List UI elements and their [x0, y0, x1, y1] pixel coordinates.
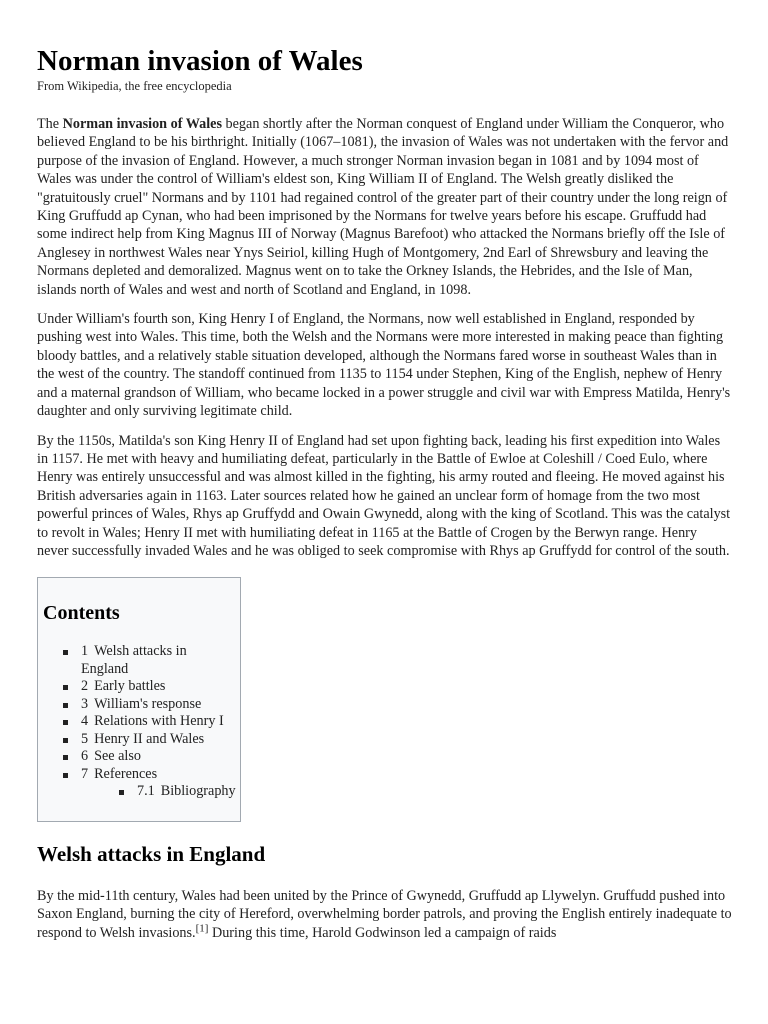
tagline: From Wikipedia, the free encyclopedia [37, 79, 232, 93]
intro-paragraph-2: Under William's fourth son, King Henry I of England, the Normans, now well established in England, responded by pushing west into Wales. This time, both the Welsh and the Normans were more interested in making peace than fighting bloody battles, and a relatively stable situation developed, although the Normans fared worse in southeast Wales than in the west of the country. The standoff continued from 1135 to 1154 under Stephen, King of the English, nephew of Henry and a maternal grandson of William, who became locked in a power struggle and civil war with Empress Matilda, Henry's daughter and only surviving legitimate child. [37, 311, 731, 420]
toc-item-number: 1 [81, 643, 89, 660]
toc-item-label[interactable]: Henry II and Wales [94, 730, 205, 747]
toc-subitem-label[interactable]: Bibliography [160, 783, 236, 800]
toc-item-5[interactable] [63, 731, 235, 749]
toc-item-number: 3 [81, 695, 89, 712]
article-subject-bold: Norman invasion of Wales [62, 116, 222, 132]
toc-sublist [81, 783, 235, 801]
intro-paragraph-1 [37, 115, 732, 299]
citation-link[interactable]: [1] [195, 921, 209, 934]
toc-item-label[interactable]: References [94, 765, 158, 782]
toc-item-label[interactable]: Relations with Henry I [94, 713, 224, 730]
toc-item-4[interactable] [63, 713, 235, 731]
toc-item-number: 5 [81, 730, 89, 747]
section1-paragraph-1 [37, 887, 732, 942]
toc-item-label[interactable]: Early battles [94, 678, 166, 695]
toc-item-number: 6 [81, 748, 89, 765]
toc-item-3[interactable] [63, 696, 235, 714]
intro-p1-post: began shortly after the Norman conquest of England under William the Conqueror, who believed England to be his birthright. Initially (1067–1081), the invasion of Wales was not undertaken with the fervor and purpose of the invasion of England. However, a much stronger Norman invasion began in 1081 and by 1094 most of Wales was under the control of William's eldest son, King William II of England. The Welsh greatly disliked the "gratuitously cruel" Normans and by 1101 had regained control of the greater part of their country under the long reign of King Gruffudd ap Cynan, who had been imprisoned by the Normans for twelve years before his escape. Gruffudd had some indirect help from King Magnus III of Norway (Magnus Barefoot) who attacked the Normans briefly off the Isle of Anglesey in northwest Wales near Ynys Seiriol, killing Hugh of Montgomery, 2nd Earl of Shrewsbury and leaving the Normans depleted and demoralized. Magnus went on to take the Orkney Islands, the Hebrides, and the Isle of Man, islands north of Wales and west and north of Scotland and England, in 1098. [37, 116, 729, 298]
toc-item-number: 4 [81, 713, 89, 730]
toc-subitem-number: 7.1 [137, 783, 155, 800]
toc-item-number: 7 [81, 765, 89, 782]
section-heading-welsh-attacks: Welsh attacks in England [37, 841, 266, 866]
section1-p1-post: During this time, Harold Godwinson led a campaign of raids [208, 924, 557, 941]
intro-p1-pre: The [37, 116, 63, 132]
toc-item-label[interactable]: Welsh attacks in England [81, 643, 187, 677]
toc-subitem-7-1[interactable] [119, 783, 235, 801]
toc-item-1[interactable] [63, 643, 235, 678]
toc-item-2[interactable] [63, 678, 235, 696]
toc-item-7[interactable] [63, 766, 235, 801]
toc-item-label[interactable]: William's response [94, 695, 202, 712]
table-of-contents [37, 577, 241, 822]
toc-list [43, 643, 235, 801]
toc-item-label[interactable]: See also [94, 748, 141, 765]
section1-p1-pre: By the mid-11th century, Wales had been united by the Prince of Gwynedd, Gruffudd ap Llywelyn. Gruffudd pushed into Saxon England, burning the city of Hereford, overwhelming border patrols, and proving the English entirely inadequate to respond to Welsh invasions. [37, 887, 732, 941]
toc-item-number: 2 [81, 678, 89, 695]
toc-item-6[interactable] [63, 748, 235, 766]
toc-title: Contents [43, 602, 120, 625]
intro-paragraph-3: By the 1150s, Matilda's son King Henry II of England had set upon fighting back, leading his first expedition into Wales in 1157. He met with heavy and humiliating defeat, particularly in the Battle of Ewloe at Coleshill / Coed Eulo, where Henry was entirely unsuccessful and was almost killed in the fighting, his army routed and fleeing. He moved against his British adversaries again in 1163. Later sources related how he gained an unclear form of homage from the two most powerful princes of Wales, Rhys ap Gruffydd and Owain Gwynedd, along with the king of Scotland. This was the catalyst to revolt in Wales; Henry II met with humiliating defeat in 1165 at the Battle of Crogen by the Berwyn range. Henry never successfully invaded Wales and he was obliged to seek compromise with Rhys ap Gruffydd for control of the south. [37, 432, 731, 559]
page-title: Norman invasion of Wales [37, 45, 363, 77]
